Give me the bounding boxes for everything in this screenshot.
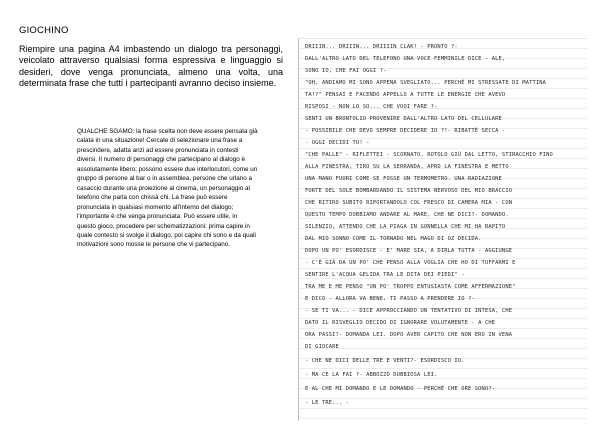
handwritten-line: - OGGI DECIDI TU! - bbox=[305, 140, 370, 146]
handwritten-line: ALLA FINESTRA, TIRO SU LA SERRANDA, APRO LA FINESTRA E METTO bbox=[305, 164, 509, 170]
handwritten-line: CHE RITIRO SUBITO RIPORTANDOLO COL FRESCO DI CAMERA MIA - CON bbox=[305, 200, 513, 206]
note-line: assolutamente libero; possono essere due interlocutori, come un bbox=[77, 165, 258, 173]
handwritten-line: - CHE NE DICI DELLE TRE E VENTI?- ESORDISCO IO. bbox=[305, 358, 465, 364]
rules-note bbox=[77, 127, 275, 250]
handwritten-line: FORTE DEL SOLE BOMBARDANDO IL SISTEMA NERVOSO DEL MIO BRACCIO bbox=[305, 188, 513, 194]
note-line: telefono che parla con chissà chi. La frase può essere bbox=[77, 194, 228, 202]
handwritten-page bbox=[298, 38, 587, 421]
handwritten-line: E AL CHE MI DOMANDO E LE DOMANDO - PERCHÉ CHE ORE SONO?- bbox=[305, 386, 496, 392]
handwritten-line: DALL'ALTRO LATO DEL TELEFONO UNA VOCE FEMMINILE DICE - ALE, bbox=[305, 56, 506, 62]
handwritten-line: DI GIOCARE bbox=[305, 344, 339, 350]
handwritten-line: DRIIIN... DRIIIN... DRIIIIN CLAK! - PRONTO ?- bbox=[305, 44, 458, 50]
note-line: motivazioni sono mosse le persone che vi partecipano. bbox=[77, 241, 230, 249]
handwritten-line: ORA PASSI?- DOMANDA LEI. DOPO AVER CAPITO CHE NON ERO IN VENA bbox=[305, 332, 513, 338]
note-line: quale contesto si svolge il dialogo, poi capire chi sono e da quali bbox=[77, 231, 256, 239]
handwritten-line: "CHE PALLE" - RIFLETTEI - SCORNATO, ROTOLO GIÙ DAL LETTO, STIRACCHIO FINO bbox=[305, 152, 553, 158]
note-line: pronunciata in qualsiasi momento all'interno del dialogo; bbox=[77, 203, 234, 211]
handwritten-line: - LE TRE... - bbox=[305, 400, 350, 406]
handwritten-line: SILENZIO, ATTENDO CHE LA PIAGA IN GONNELLA CHE MI HA RAPITO bbox=[305, 224, 506, 230]
note-line: questo gioco, procedere per schematizzazioni: prima capire in bbox=[77, 222, 250, 230]
note-line: diversi. Il numero di personaggi che partecipano al dialogo è bbox=[77, 156, 246, 164]
handwritten-line: QUESTO TEMPO DOBBIAMO ANDARE AL MARE, CHE NE DICI?- DOMANDO. bbox=[305, 212, 509, 218]
intro-paragraph: Riempire una pagina A4 imbastendo un dialogo tra personaggi, veicolato attraverso qualsiasi forma espressiva e linguaggio si desideri, dove venga pronunciata, almeno una volta, una determinata frase che tutti i partecipanti avranno deciso insieme. bbox=[19, 44, 283, 89]
handwritten-line: SENTI UN BRONTOLIO PROVENIRE DALL'ALTRO LATO DEL CELLULARE bbox=[305, 116, 502, 122]
handwritten-line: UNA MANO FUORI COME SE FOSSE UN TERMOMETRO. UNA RADIAZIONE bbox=[305, 176, 502, 182]
handwritten-line: RISPOSI - NON LO SO... CHE VUOI FARE ?- bbox=[305, 104, 438, 110]
handwritten-line: SONO IO, CHE FAI OGGI ?- bbox=[305, 68, 387, 74]
page-title: GIOCHINO bbox=[19, 25, 69, 36]
handwritten-line: E DICO - ALLORA VA BENE, TI PASSO A PRENDERE IO ?- bbox=[305, 296, 475, 302]
note-line: calata in una situazione! Cercate di selezionare una frase a bbox=[77, 137, 243, 145]
handwritten-line: DAL MIO SONNO COME IL TORNADO NEL MAGO DI OZ DECIDA. bbox=[305, 236, 482, 242]
handwritten-line: "OH, ANDIAMO MI SONO APPENA SVEGLIATO... PERCHÉ MI STRESSATE DI MATTINA bbox=[305, 80, 547, 86]
handwritten-line: TA!?" PENSAI E FACENDO APPELLO A TUTTE LE ENERGIE CHE AVEVO bbox=[305, 92, 506, 98]
handwritten-line: SENTIRE L'ACQUA GELIDA TRA LE DITA DEI PIEDI" - bbox=[305, 272, 465, 278]
note-line: gruppo di persone al bar o in assemblea, persone che urlano a bbox=[77, 175, 253, 183]
note-line: casaccio durante una proiezione al cinema, un personaggio al bbox=[77, 184, 250, 192]
handwritten-line: TRA ME E ME PENSO "UN PO' TROPPO ENTUSIASTA COME AFFERMAZIONE" bbox=[305, 284, 516, 290]
note-line: prescindere, adatta anzi ad essere pronunciata in contesti bbox=[77, 146, 239, 154]
note-line: l'importante è che venga pronunciata. Può essere utile, in bbox=[77, 213, 238, 221]
handwritten-line: DOPO UN PO' ESORDISCE - E' MARE SIA, A DIRLA TUTTA - AGGIUNGE bbox=[305, 248, 513, 254]
handwritten-line: - MA CE LA FAI ?- ABBOZZÒ DUBBIOSA LEI. bbox=[305, 372, 438, 378]
handwritten-line: - POSSIBILE CHE DEVO SEMPRE DECIDERE IO ?!- RIBATTÉ SECCA - bbox=[305, 128, 506, 134]
handwritten-line: - SE TI VA... - DICE APPROCCIANDO UN TENTATIVO DI INTESA, CHE bbox=[305, 308, 513, 314]
handwritten-line: - C'È GIÀ DA UN PO' CHE PENSO ALLA VOGLIA CHE HO DI TUFFARMI E bbox=[305, 260, 516, 266]
note-line: QUALCHE SGAMO: la frase scelta non deve essere pensata già bbox=[77, 128, 258, 135]
handwritten-line: DATO IL RISVEGLIO DECIDO DI IGNORARE VOLUTAMENTE - A CHE bbox=[305, 320, 496, 326]
